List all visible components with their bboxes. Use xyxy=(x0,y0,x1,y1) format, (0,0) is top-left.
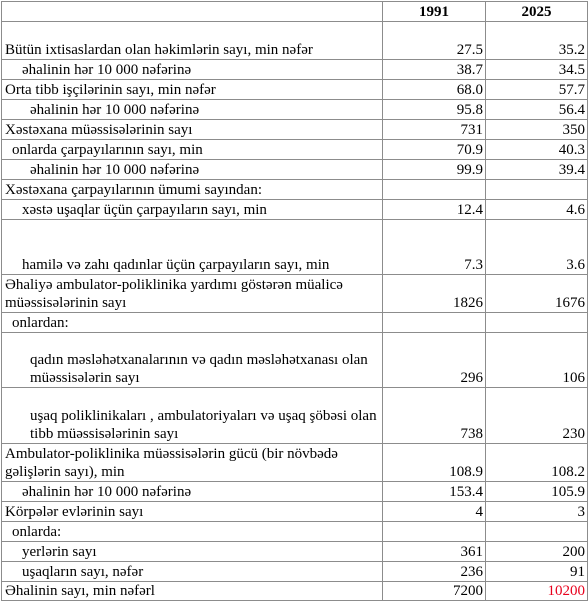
value-2025: 40.3 xyxy=(486,140,588,160)
row-label: Xəstəxana müəssisələrinin sayı xyxy=(2,120,383,140)
value-2025: 106 xyxy=(486,333,588,388)
value-1991: 361 xyxy=(383,542,486,562)
row-label: Orta tibb işçilərinin sayı, min nəfər xyxy=(2,80,383,100)
value-2025: 3 xyxy=(486,502,588,522)
table-row xyxy=(2,180,588,200)
row-label: Bütün ixtisaslardan olan həkimlərin sayı, min nəfər xyxy=(2,22,383,60)
value-2025: 39.4 xyxy=(486,160,588,180)
value-1991: 731 xyxy=(383,120,486,140)
table-row xyxy=(2,313,588,333)
table-row xyxy=(2,562,588,582)
value-1991: 7200 xyxy=(383,582,486,601)
value-1991: 296 xyxy=(383,333,486,388)
value-1991: 738 xyxy=(383,388,486,444)
table-row xyxy=(2,502,588,522)
row-label: uşaqların sayı, nəfər xyxy=(2,562,383,582)
value-1991: 108.9 xyxy=(383,444,486,482)
health-statistics-table xyxy=(1,1,588,601)
header-year-2025: 2025 xyxy=(486,2,588,22)
table-row xyxy=(2,120,588,140)
value-1991: 12.4 xyxy=(383,200,486,220)
value-2025: 57.7 xyxy=(486,80,588,100)
table-row xyxy=(2,160,588,180)
value-1991: 27.5 xyxy=(383,22,486,60)
value-2025: 56.4 xyxy=(486,100,588,120)
value-2025 xyxy=(486,313,588,333)
table-row xyxy=(2,80,588,100)
value-1991: 99.9 xyxy=(383,160,486,180)
row-label: əhalinin hər 10 000 nəfərinə xyxy=(2,482,383,502)
row-label: Əhalinin sayı, min nəfərl xyxy=(2,582,383,601)
value-1991 xyxy=(383,313,486,333)
row-label: Əhaliyə ambulator-poliklinika yardımı göstərən müalicə müəssisələrinin sayı xyxy=(2,275,383,313)
table-row xyxy=(2,22,588,60)
row-label: əhalinin hər 10 000 nəfərinə xyxy=(2,160,383,180)
row-label: onlarda: xyxy=(2,522,383,542)
value-1991: 70.9 xyxy=(383,140,486,160)
row-label: qadın məsləhətxanalarının və qadın məsləhətxanası olan müəssisələrin sayı xyxy=(2,333,383,388)
value-2025: 3.6 xyxy=(486,220,588,275)
value-1991 xyxy=(383,522,486,542)
table-body xyxy=(2,22,588,601)
table-row xyxy=(2,482,588,502)
value-2025 xyxy=(486,180,588,200)
table-row xyxy=(2,100,588,120)
value-2025: 350 xyxy=(486,120,588,140)
table-row xyxy=(2,200,588,220)
table-row xyxy=(2,275,588,313)
value-1991: 38.7 xyxy=(383,60,486,80)
row-label: Ambulator-poliklinika müəssisələrin gücü (bir növbədə gəlişlərin sayı), min xyxy=(2,444,383,482)
value-2025: 35.2 xyxy=(486,22,588,60)
table-row xyxy=(2,388,588,444)
row-label: Körpələr evlərinin sayı xyxy=(2,502,383,522)
row-label: əhalinin hər 10 000 nəfərinə xyxy=(2,100,383,120)
table-row xyxy=(2,522,588,542)
value-2025: 200 xyxy=(486,542,588,562)
row-label: əhalinin hər 10 000 nəfərinə xyxy=(2,60,383,80)
value-1991: 4 xyxy=(383,502,486,522)
table-row xyxy=(2,220,588,275)
table-row xyxy=(2,444,588,482)
value-1991: 95.8 xyxy=(383,100,486,120)
value-2025 xyxy=(486,522,588,542)
row-label: xəstə uşaqlar üçün çarpayıların sayı, min xyxy=(2,200,383,220)
table-row xyxy=(2,60,588,80)
value-1991 xyxy=(383,180,486,200)
row-label: hamilə və zahı qadınlar üçün çarpayıların sayı, min xyxy=(2,220,383,275)
row-label: uşaq poliklinikaları , ambulatoriyaları və uşaq şöbəsi olan tibb müəssisələrinin sayı xyxy=(2,388,383,444)
table-row xyxy=(2,140,588,160)
value-2025: 230 xyxy=(486,388,588,444)
value-2025: 91 xyxy=(486,562,588,582)
row-label: yerlərin sayı xyxy=(2,542,383,562)
row-label: onlardan: xyxy=(2,313,383,333)
row-label: onlarda çarpayılarının sayı, min xyxy=(2,140,383,160)
header-label-cell xyxy=(2,2,383,22)
table-header-row xyxy=(2,2,588,22)
table-row xyxy=(2,333,588,388)
value-1991: 7.3 xyxy=(383,220,486,275)
value-2025: 108.2 xyxy=(486,444,588,482)
value-1991: 153.4 xyxy=(383,482,486,502)
value-2025: 4.6 xyxy=(486,200,588,220)
value-1991: 68.0 xyxy=(383,80,486,100)
value-2025: 34.5 xyxy=(486,60,588,80)
table-row xyxy=(2,542,588,562)
value-1991: 1826 xyxy=(383,275,486,313)
header-year-1991: 1991 xyxy=(383,2,486,22)
value-2025: 10200 xyxy=(486,582,588,601)
value-2025: 105.9 xyxy=(486,482,588,502)
value-2025: 1676 xyxy=(486,275,588,313)
value-1991: 236 xyxy=(383,562,486,582)
table-row xyxy=(2,582,588,601)
row-label: Xəstəxana çarpayılarının ümumi sayından: xyxy=(2,180,383,200)
